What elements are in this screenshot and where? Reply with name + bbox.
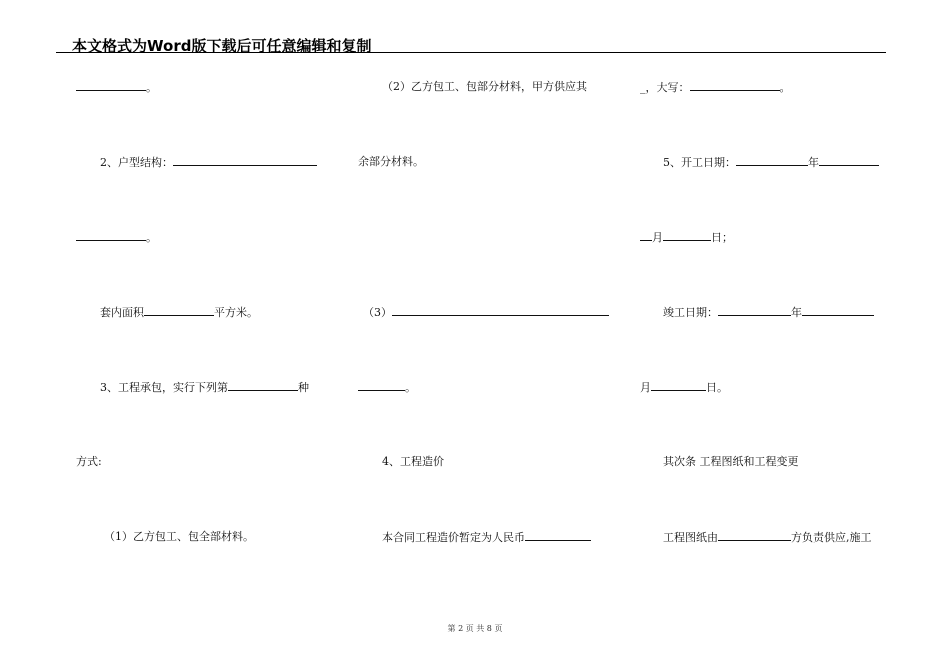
blank-field[interactable] xyxy=(640,230,652,241)
start-date-label: 5、开工日期： xyxy=(663,156,736,169)
drawings-provider-blank[interactable] xyxy=(718,530,791,541)
col2-line-7 xyxy=(382,530,591,545)
completion-year-blank[interactable] xyxy=(718,305,791,316)
col3-line-3: 月 日； xyxy=(640,230,733,245)
col1-line-3: 。 xyxy=(76,230,157,245)
completion-month-blank[interactable] xyxy=(802,305,874,316)
start-year-blank[interactable] xyxy=(736,155,808,166)
col1-line-4: 套内面积 平方米。 xyxy=(100,306,258,319)
project-cost-label: 本合同工程造价暂定为人民币 xyxy=(382,531,525,544)
col1-line-1: 。 xyxy=(76,80,157,95)
start-month-blank[interactable] xyxy=(819,155,879,166)
col1-line-2 xyxy=(100,155,317,170)
section-title-project-cost: 4、工程造价 xyxy=(382,455,444,468)
col3-line-1: _，大写： 。 xyxy=(640,81,791,94)
col2-line-4: （3） xyxy=(363,305,609,320)
page-number-footer: 第 2 页 共 8 页 xyxy=(447,624,503,633)
blank-field[interactable] xyxy=(76,230,146,241)
col1-line-6: 方式: xyxy=(76,455,102,468)
inner-area-blank[interactable] xyxy=(144,305,214,316)
completion-date-label: 竣工日期： xyxy=(663,306,718,319)
contract-method-blank[interactable] xyxy=(228,380,298,391)
col3-line-2: 5、开工日期： 年 xyxy=(663,155,879,170)
col3-line-5: 月 日。 xyxy=(640,381,728,394)
section-title-drawings-changes: 其次条 工程图纸和工程变更 xyxy=(663,455,799,468)
col2-line-1: （2）乙方包工、包部分材料，甲方供应其 xyxy=(382,80,587,93)
project-cost-blank[interactable] xyxy=(525,530,591,541)
house-structure-blank[interactable] xyxy=(173,155,317,166)
header-divider xyxy=(56,52,886,53)
completion-day-blank[interactable] xyxy=(651,380,706,391)
start-day-blank[interactable] xyxy=(663,230,711,241)
col1-line-7: （1）乙方包工、包全部材料。 xyxy=(104,530,254,543)
col3-line-4: 竣工日期： 年 xyxy=(663,305,874,320)
blank-field[interactable] xyxy=(358,380,405,391)
blank-field[interactable] xyxy=(76,80,146,91)
col2-line-2: 余部分材料。 xyxy=(358,155,424,168)
document-header-title: 本文格式为Word版下载后可任意编辑和复制 xyxy=(72,37,372,55)
house-structure-label: 2、户型结构： xyxy=(100,156,173,169)
inner-area-label: 套内面积 xyxy=(100,306,144,319)
col2-line-5: 。 xyxy=(358,380,416,395)
col1-line-5: 3、工程承包，实行下列第 种 xyxy=(100,381,309,394)
col3-line-7: 工程图纸由 方负责供应,施工 xyxy=(663,531,872,544)
amount-in-words-blank[interactable] xyxy=(690,80,780,91)
option-3-blank[interactable] xyxy=(392,305,609,316)
contract-method-label: 3、工程承包，实行下列第 xyxy=(100,381,228,394)
